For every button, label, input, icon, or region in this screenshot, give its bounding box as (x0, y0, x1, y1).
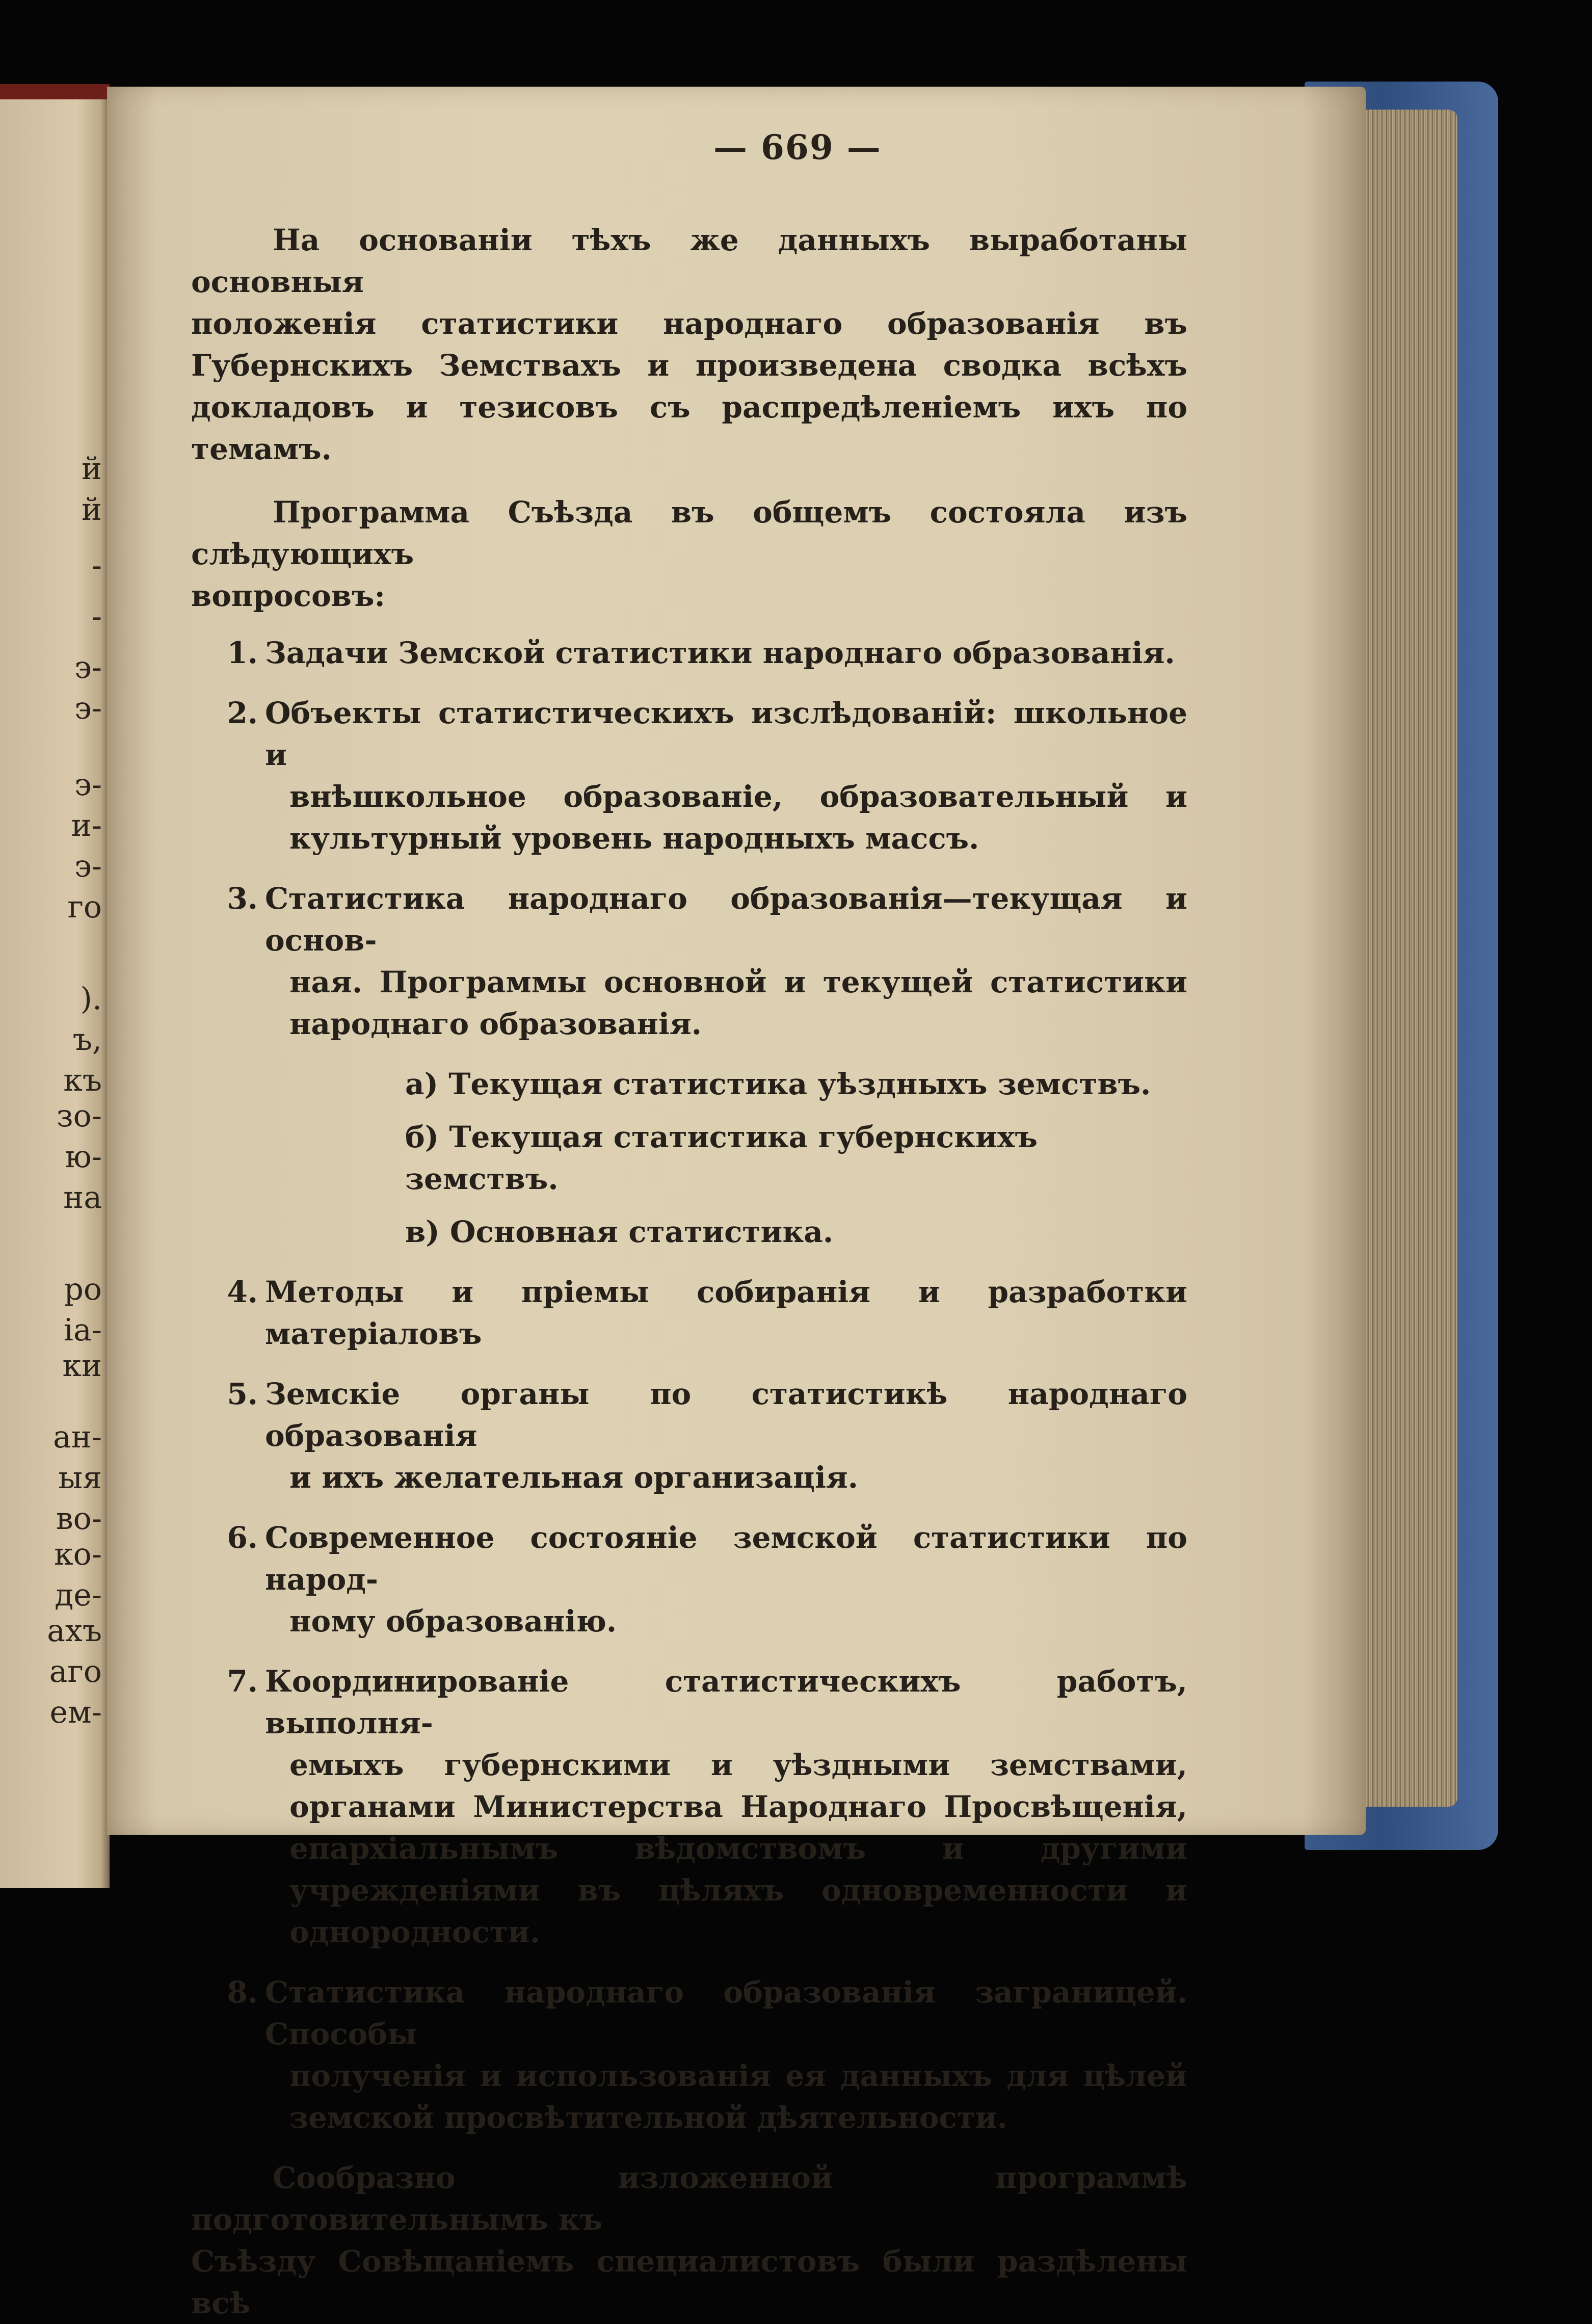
paragraph-3-line-1: Сообразно изложенной программѣ подготовительнымъ къ (191, 2160, 1187, 2237)
list-item-text: Современное состояніе земской статистики по народ- (265, 1520, 1187, 1597)
list-item-number: 2. (227, 696, 258, 730)
left-page-fragment: э- (74, 767, 102, 803)
page-number: — 669 — (713, 127, 882, 167)
main-page (107, 87, 1366, 2320)
list-item-text: Объекты статистическихъ изслѣдованій: школьное и (265, 696, 1187, 772)
sub-item-b: б) Текущая статистика губернскихъ земствъ. (405, 1120, 1038, 1196)
list-item (191, 1660, 1187, 1953)
left-page-fragment: ахъ (47, 1613, 102, 1649)
list-item (191, 692, 1187, 859)
left-page-fragment: э- (74, 650, 102, 685)
list-item-text: Статистика народнаго образованія—текущая и основ- (265, 881, 1187, 958)
left-page (0, 84, 110, 1888)
paragraph-3 (191, 2157, 1187, 2324)
list-item-number: 6. (227, 1520, 258, 1555)
list-item-text-cont: внѣшкольное образованіе, образовательный и культурный уровень народныхъ массъ. (289, 779, 1187, 856)
list-item-number: 5. (227, 1377, 258, 1411)
list-item (191, 1271, 1187, 1355)
left-page-fragment: э- (74, 691, 102, 726)
left-page-fragment: и- (71, 808, 102, 843)
left-page-fragment: ю- (65, 1139, 102, 1175)
list-item-number: 7. (227, 1664, 258, 1699)
list-item (191, 632, 1187, 674)
left-page-fragment: іа- (63, 1312, 102, 1348)
left-page-fragment: аго (49, 1654, 102, 1689)
list-item-text-cont: полученія и использованія ея данныхъ для цѣлей земской просвѣтительной дѣятельности. (289, 2058, 1187, 2135)
left-page-fragment: - (91, 548, 102, 584)
left-page-fragment: ). (80, 981, 102, 1017)
left-page-fragment: э- (74, 849, 102, 884)
left-page-fragment: де- (55, 1577, 102, 1613)
paragraph-2 (191, 491, 1187, 617)
list-item-text-cont: ному образованію. (289, 1604, 617, 1639)
paragraph-1-rest: положенія статистики народнаго образованія въ Губернскихъ Земствахъ и произведена сводка всѣхъ докладовъ и тезисовъ съ распредѣленіемъ ихъ по темамъ. (191, 306, 1187, 466)
list-item-number: 4. (227, 1275, 258, 1309)
sub-item-c: в) Основная статистика. (405, 1214, 834, 1249)
paragraph-1-line-1: На основаніи тѣхъ же данныхъ выработаны основныя (191, 223, 1187, 299)
left-page-fragment: й (82, 451, 102, 487)
list-item (191, 878, 1187, 1045)
left-page-fragment: ро (64, 1272, 102, 1307)
page-text (191, 219, 1187, 2324)
list-item-text: Задачи Земской статистики народнаго образованія. (265, 636, 1175, 670)
list-item-text-cont: и ихъ желательная организація. (289, 1460, 858, 1495)
left-page-fragment: ъ, (72, 1022, 102, 1058)
left-page-fragment: ыя (58, 1460, 102, 1496)
list-item-text: Земскіе органы по статистикѣ народнаго образованія (265, 1377, 1187, 1453)
list-item-number: 8. (227, 1975, 258, 2010)
paragraph-2-line-1: Программа Съѣзда въ общемъ состояла изъ слѣдующихъ (191, 495, 1187, 571)
left-page-fragment: ан- (52, 1419, 102, 1455)
paragraph-2-rest: вопросовъ: (191, 578, 385, 613)
sub-item-a: а) Текущая статистика уѣздныхъ земствъ. (405, 1067, 1151, 1101)
left-page-fragment: ки (62, 1348, 102, 1384)
list-item-text: Методы и пріемы собиранія и разработки матеріаловъ (265, 1275, 1187, 1351)
page-stack-edges (1361, 110, 1457, 1807)
left-page-fragment: на (63, 1180, 102, 1216)
paragraph-3-rest: Съѣзду Совѣщаніемъ специалистовъ были раздѣлены всѣ (191, 2244, 1187, 2320)
left-page-fragment: го (67, 889, 102, 925)
list-item-text: Координированіе статистическихъ работъ, выполня- (265, 1664, 1187, 1740)
left-page-fragment: - (91, 599, 102, 635)
list-item-number: 3. (227, 881, 258, 916)
left-page-fragment: къ (63, 1063, 102, 1098)
list-item-text-cont: ная. Программы основной и текущей статистики народнаго образованія. (289, 965, 1187, 1041)
list-item-number: 1. (227, 636, 258, 670)
left-page-fragment: ко- (54, 1537, 102, 1572)
left-page-fragment: зо- (56, 1098, 102, 1134)
list-item-text-cont: емыхъ губернскими и уѣздными земствами, органами Министерства Народнаго Просвѣщенія, епархіальнымъ вѣдомствомъ и другими учрежденіями въ цѣляхъ одновременности и однородности. (289, 1748, 1187, 1949)
left-page-fragment: во- (56, 1501, 102, 1537)
left-page-fragment: й (82, 492, 102, 527)
left-page-red-edge (0, 84, 110, 99)
list-item (191, 1517, 1187, 1642)
list-item-text: Статистика народнаго образованія заграницей. Способы (265, 1975, 1187, 2051)
list-item (191, 1971, 1187, 2138)
paragraph-1 (191, 219, 1187, 470)
left-page-fragment: ем- (49, 1695, 102, 1730)
list-item (191, 1373, 1187, 1498)
